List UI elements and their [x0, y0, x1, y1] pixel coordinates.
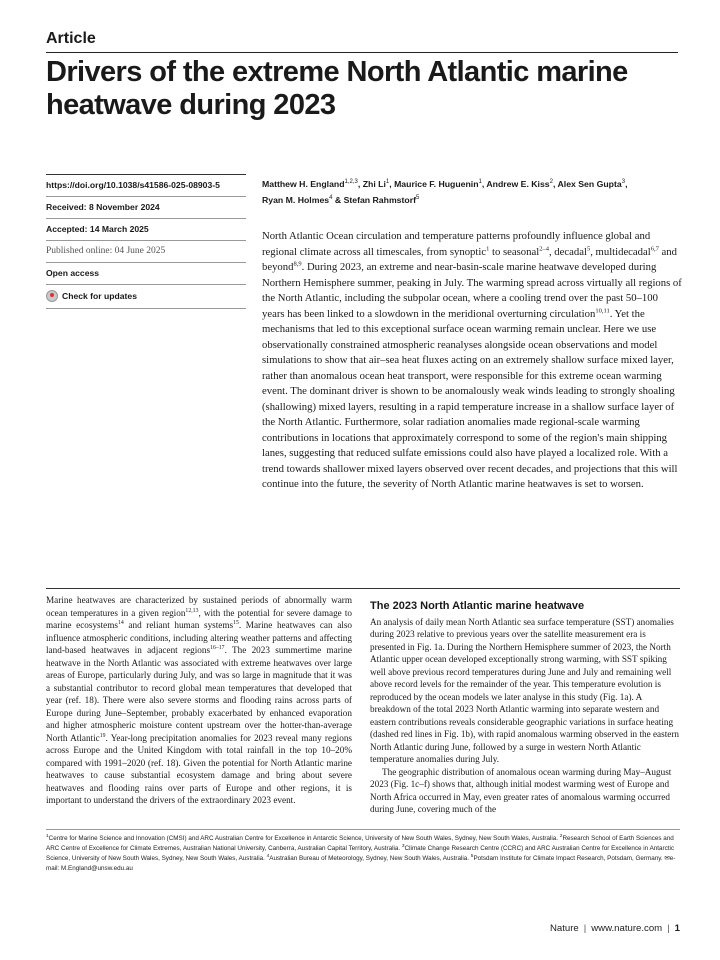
- header-divider: [46, 52, 678, 53]
- journal-url[interactable]: www.nature.com: [591, 923, 663, 934]
- corresponding-email[interactable]: e-mail: M.England@unsw.edu.au: [46, 855, 676, 872]
- author[interactable]: Matthew H. England$^{1,2,3}$: [262, 178, 358, 189]
- received-date: Received: 8 November 2024: [46, 196, 246, 218]
- author[interactable]: Alex Sen Gupta$^3$: [557, 178, 626, 189]
- author[interactable]: Andrew E. Kiss$^2$: [486, 178, 553, 189]
- article-metadata: [46, 174, 246, 309]
- check-for-updates-button[interactable]: [46, 284, 246, 309]
- author-list: Matthew H. England$^{1,2,3}$, Zhi Li$^1$, Maurice F. Huguenin$^1$, Andrew E. Kiss$^2$, Alex Sen Gupta$^3$, Ryan M. Holmes$^4$ & Stefan Rahmstorf$^5$: [262, 178, 628, 205]
- author[interactable]: Stefan Rahmstorf$^5$: [343, 194, 420, 205]
- journal-name: Nature: [549, 923, 579, 934]
- affiliations: $^1$Centre for Marine Science and Innovation (CMSI) and ARC Australian Centre for Excellence in Antarctic Science, University of New South Wales, Sydney, New South Wales, Australia. $^2$Research School of Earth Sciences and ARC Centre of Excellence for Climate Extremes, Australian National University, Canberra, Australian Capital Territory, Australia. $^3$Climate Change Research Centre (CCRC) and ARC Australian Centre for Excellence in Antarctic Science, University of New South Wales, Sydney, New South Wales, Australia. $^4$Australian Bureau of Meteorology, Sydney, New South Wales, Australia. $^5$Potsdam Institute for Climate Impact Research, Potsdam, Germany. ✉e-mail: M.England@unsw.edu.au: [46, 833, 676, 872]
- page-number: 1: [674, 923, 680, 934]
- author[interactable]: Ryan M. Holmes$^4$: [262, 194, 333, 205]
- introduction-column: Marine heatwaves are characterized by sustained periods of abnormally warm ocean temperatures in a given region$^{12,13}$, with the potential for severe damage to marine ecosystems$^{14}$ and reliant human systems$^{15}$. Marine heatwaves can also influence atmospheric conditions, including altering weather patterns and affecting land-based heatwaves in adjacent regions$^{16-17}$. The 2023 summertime marine heatwave in the North Atlantic was associated with extreme heatwaves over large areas of Europe, particularly during July, and was so large in magnitude that it was a substantial contributor to record global mean temperatures that developed that year (ref. 18). There were also severe storms and flooding rains across parts of Europe during June–September, probably exacerbated by enhanced evaporation and higher atmospheric moisture content upstream over the hotter-than-average North Atlantic$^{19}$. Year-long precipitation anomalies for 2023 reveal many regions across Europe and the United Kingdom with total rainfall in the top 10–20% compared with 1991–2020 (ref. 18). Given the potential for North Atlantic marine heatwaves to cause substantial ecosystem damage and bring about severe heatwaves and flooding rains over parts of Europe and other regions, it is important to understand the drivers of the extraordinary 2023 event.: [46, 595, 353, 805]
- paragraph: The geographic distribution of anomalous ocean warming during May–August 2023 (Fig. 1c–f) shows that, although initial modest warming west of Europe and North Africa occurred in May, even greater rates of anomalous warming occurred during June, covering much of the: [370, 766, 672, 814]
- author[interactable]: Zhi Li$^1$: [362, 178, 390, 189]
- author[interactable]: Maurice F. Huguenin$^1$: [394, 178, 482, 189]
- accepted-date: Accepted: 14 March 2025: [46, 218, 246, 240]
- abstract: North Atlantic Ocean circulation and temperature patterns profoundly influence global and regional climate across all timescales, from synoptic$^1$ to seasonal$^{2-4}$, decadal$^5$, multidecadal$^{6,7}$ and beyond$^{8,9}$. During 2023, an extreme and near-basin-scale marine heatwave developed during Northern Hemisphere summer, peaking in July. The warming spread across virtually all regions of the North Atlantic, including the subpolar ocean, where a cooling trend over the past 50–100 years has been linked to a slowdown in the meridional overturning circulation$^{10,11}$. Yet the mechanisms that led to this exceptional surface ocean warming remain unclear. Here we use observationally constrained atmospheric reanalyses alongside ocean observations and model simulations to show that air–sea heat fluxes acting on an extremely shallow surface mixed layer, rather than anomalous ocean heat transport, were responsible for this extreme ocean warming event. The dominant driver is shown to be anomalously weak winds leading to strongly shoaling (shallowing) mixed layers, resulting in a rapid temperature increase in a shallow surface layer of the North Atlantic. Furthermore, solar radiation anomalies made regional-scale warming contributions in locations that approximately correspond to some of the region's main shipping lanes, suggesting that reduced sulfate emissions could also have played a localized role. With a trend towards shallower mixed layers observed over recent decades, and projections that this will continue into the future, the severity of North Atlantic marine heatwaves is set to worsen.: [262, 230, 682, 490]
- check-updates-icon: [46, 290, 58, 302]
- results-column: [370, 600, 680, 816]
- page-footer: Nature | www.nature.com | 1: [549, 923, 680, 934]
- article-title: Drivers of the extreme North Atlantic marine heatwave during 2023: [46, 56, 628, 121]
- doi-link[interactable]: https://doi.org/10.1038/s41586-025-08903-5: [46, 174, 246, 196]
- section-heading: The 2023 North Atlantic marine heatwave: [370, 600, 585, 612]
- footnote-divider: [46, 829, 680, 830]
- open-access-label: Open access: [46, 262, 246, 284]
- article-type-label: Article: [46, 30, 96, 47]
- paragraph: An analysis of daily mean North Atlantic sea surface temperature (SST) anomalies during 2023 relative to previous years over the satellite measurement era is presented in Fig. 1a. During the Northern Hemisphere summer of 2023, the North Atlantic upper ocean developed exceptionally strong warming, with SST spiking well above previous record temperatures during June and July and remaining well above record levels for the remainder of the year. This temperature evolution is reproduced by the ocean models we later analyse in this study (Fig. 1a). A breakdown of the total 2023 North Atlantic warming into separate western and eastern contributions reveals considerable geographic variations in surface heating (dashed red lines in Fig. 1b), with rapid anomalous warming observed in the eastern North Atlantic during June, followed by a surge in western North Atlantic temperature anomalies during July.: [370, 616, 679, 764]
- published-date: Published online: 04 June 2025: [46, 240, 246, 262]
- check-updates-label: Check for updates: [62, 291, 137, 301]
- email-icon: ✉: [664, 855, 670, 862]
- body-divider: [46, 588, 680, 589]
